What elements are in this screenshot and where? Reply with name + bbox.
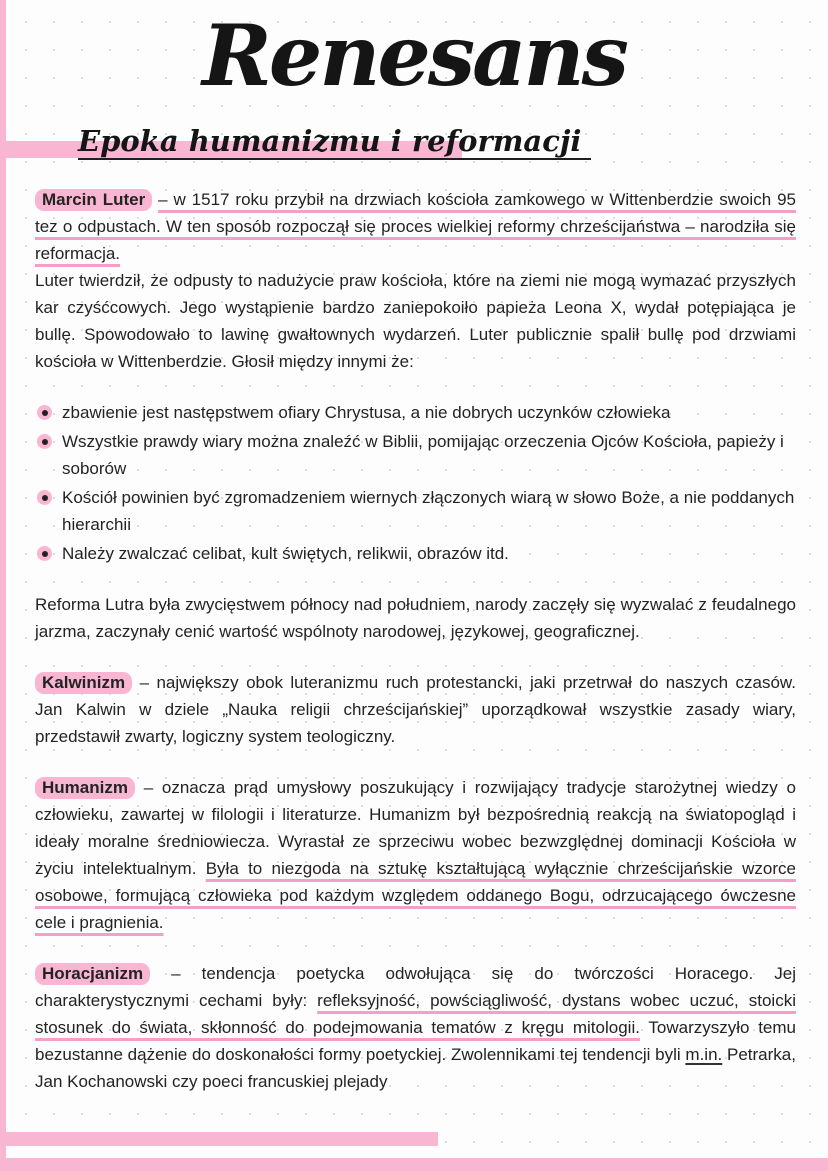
luter-intro-underlined: – w 1517 roku przybił na drzwiach kościoła zamkowego w Wittenberdzie swoich 95 tez o odpustach. W ten sposób rozpoczął się proces wielkiej reformy chrześcijaństwa – narodziła się reformacja. [35,190,796,263]
section-horacjanizm [35,960,796,1095]
paragraph-luter-body: Luter twierdził, że odpusty to nadużycie praw kościoła, które na ziemi nie mogą wymazać przyszłych kar czyśćcowych. Jego wystąpienie bardzo zaniepokoiło papieża Leona X, wydał potępiająca je bullę. Spowodowało to lawinę gwałtownych wydarzeń. Luter publicznie spalił bullę pod drzwiami kościoła w Wittenberdzie. Głosił między innymi że: [35,271,796,371]
humanizm-underlined: Była to niezgoda na sztukę kształtującą wyłącznie chrześcijańskie wzorce osobowe, formującą człowieka pod każdym względem oddanego Bogu, odrzucającego ówczesne cele i pragnienia. [35,859,796,932]
bullet-icon [37,546,52,561]
paragraph-luter-intro [35,186,796,267]
list-item-text: Kościół powinien być zgromadzeniem wiernych złączonych wiarą w słowo Boże, a nie poddanych hierarchii [62,488,795,534]
section-humanizm [35,774,796,936]
bullet-icon [37,434,52,449]
left-accent-bar [0,0,6,1171]
bottom-accent-strip-short [0,1132,438,1146]
list-item [35,540,796,567]
list-item-text: Należy zwalczać celibat, kult świętych, relikwii, obrazów itd. [62,544,509,563]
bullet-icon [37,405,52,420]
bullet-icon [37,490,52,505]
list-item [35,484,796,538]
notes-content [0,166,828,1095]
keyword-marcin-luter: Marcin Luter [35,189,152,211]
horacjanizm-underlined: refleksyjność, powściągliwość, dystans wobec uczuć, stoicki stosunek do świata, skłonność do podejmowania tematów z kręgu mitologii. [35,991,796,1037]
keyword-horacjanizm: Horacjanizm [35,963,150,985]
keyword-humanizm: Humanizm [35,777,135,799]
page-title: Renesans [202,6,626,105]
list-item [35,428,796,482]
horacjanizm-text-end: Petrarka, Jan Kochanowski czy poeci francuskiej plejady [35,1045,796,1091]
luter-theses-list [35,399,796,567]
horacjanizm-text-start: – tendencja poetycka odwołująca się do twórczości Horacego. Jej charakterystycznymi cechami były: [35,964,796,1010]
list-item-text: zbawienie jest następstwem ofiary Chrystusa, a nie dobrych uczynków człowieka [62,403,671,422]
kalwinizm-text: – największy obok luteranizmu ruch protestancki, jaki przetrwał do naszych czasów. Jan Kalwin w dziele „Nauka religii chrześcijańskiej” uporządkował wszystkie zasady wiary, przedstawił zwarty, logiczny system teologiczny. [35,673,796,746]
page-subtitle: Epoka humanizmu i reformacji [78,124,591,160]
list-item-text: Wszystkie prawdy wiary można znaleźć w Biblii, pomijając orzeczenia Ojców Kościoła, papieży i soborów [62,432,784,478]
section-kalwinizm [35,669,796,750]
list-item [35,399,796,426]
keyword-kalwinizm: Kalwinizm [35,672,132,694]
bottom-accent-strip-full [0,1158,828,1171]
paragraph-luter-summary: Reforma Lutra była zwycięstwem północy nad południem, narody zaczęły się wyzwalać z feudalnego jarzma, zaczynały cenić wartość wspólnoty narodowej, językowej, geograficznej. [35,595,796,641]
humanizm-text: – oznacza prąd umysłowy poszukujący i rozwijający tradycje starożytnej wiedzy o człowieku, zawartej w filologii i literaturze. Humanizm był bezpośrednią reakcją na światopogląd i ideały moralne średniowiecza. Wyrastał ze sprzeciwu wobec bezwzględnej dominacji Kościoła w życiu intelektualnym. [35,778,796,878]
horacjanizm-text-mid: Towarzyszyło temu bezustanne dążenie do doskonałości formy poetyckiej. Zwolennikami tej tendencji byli [35,1018,796,1064]
subtitle-row [0,124,828,166]
horacjanizm-abbrev: m.in. [685,1045,723,1064]
